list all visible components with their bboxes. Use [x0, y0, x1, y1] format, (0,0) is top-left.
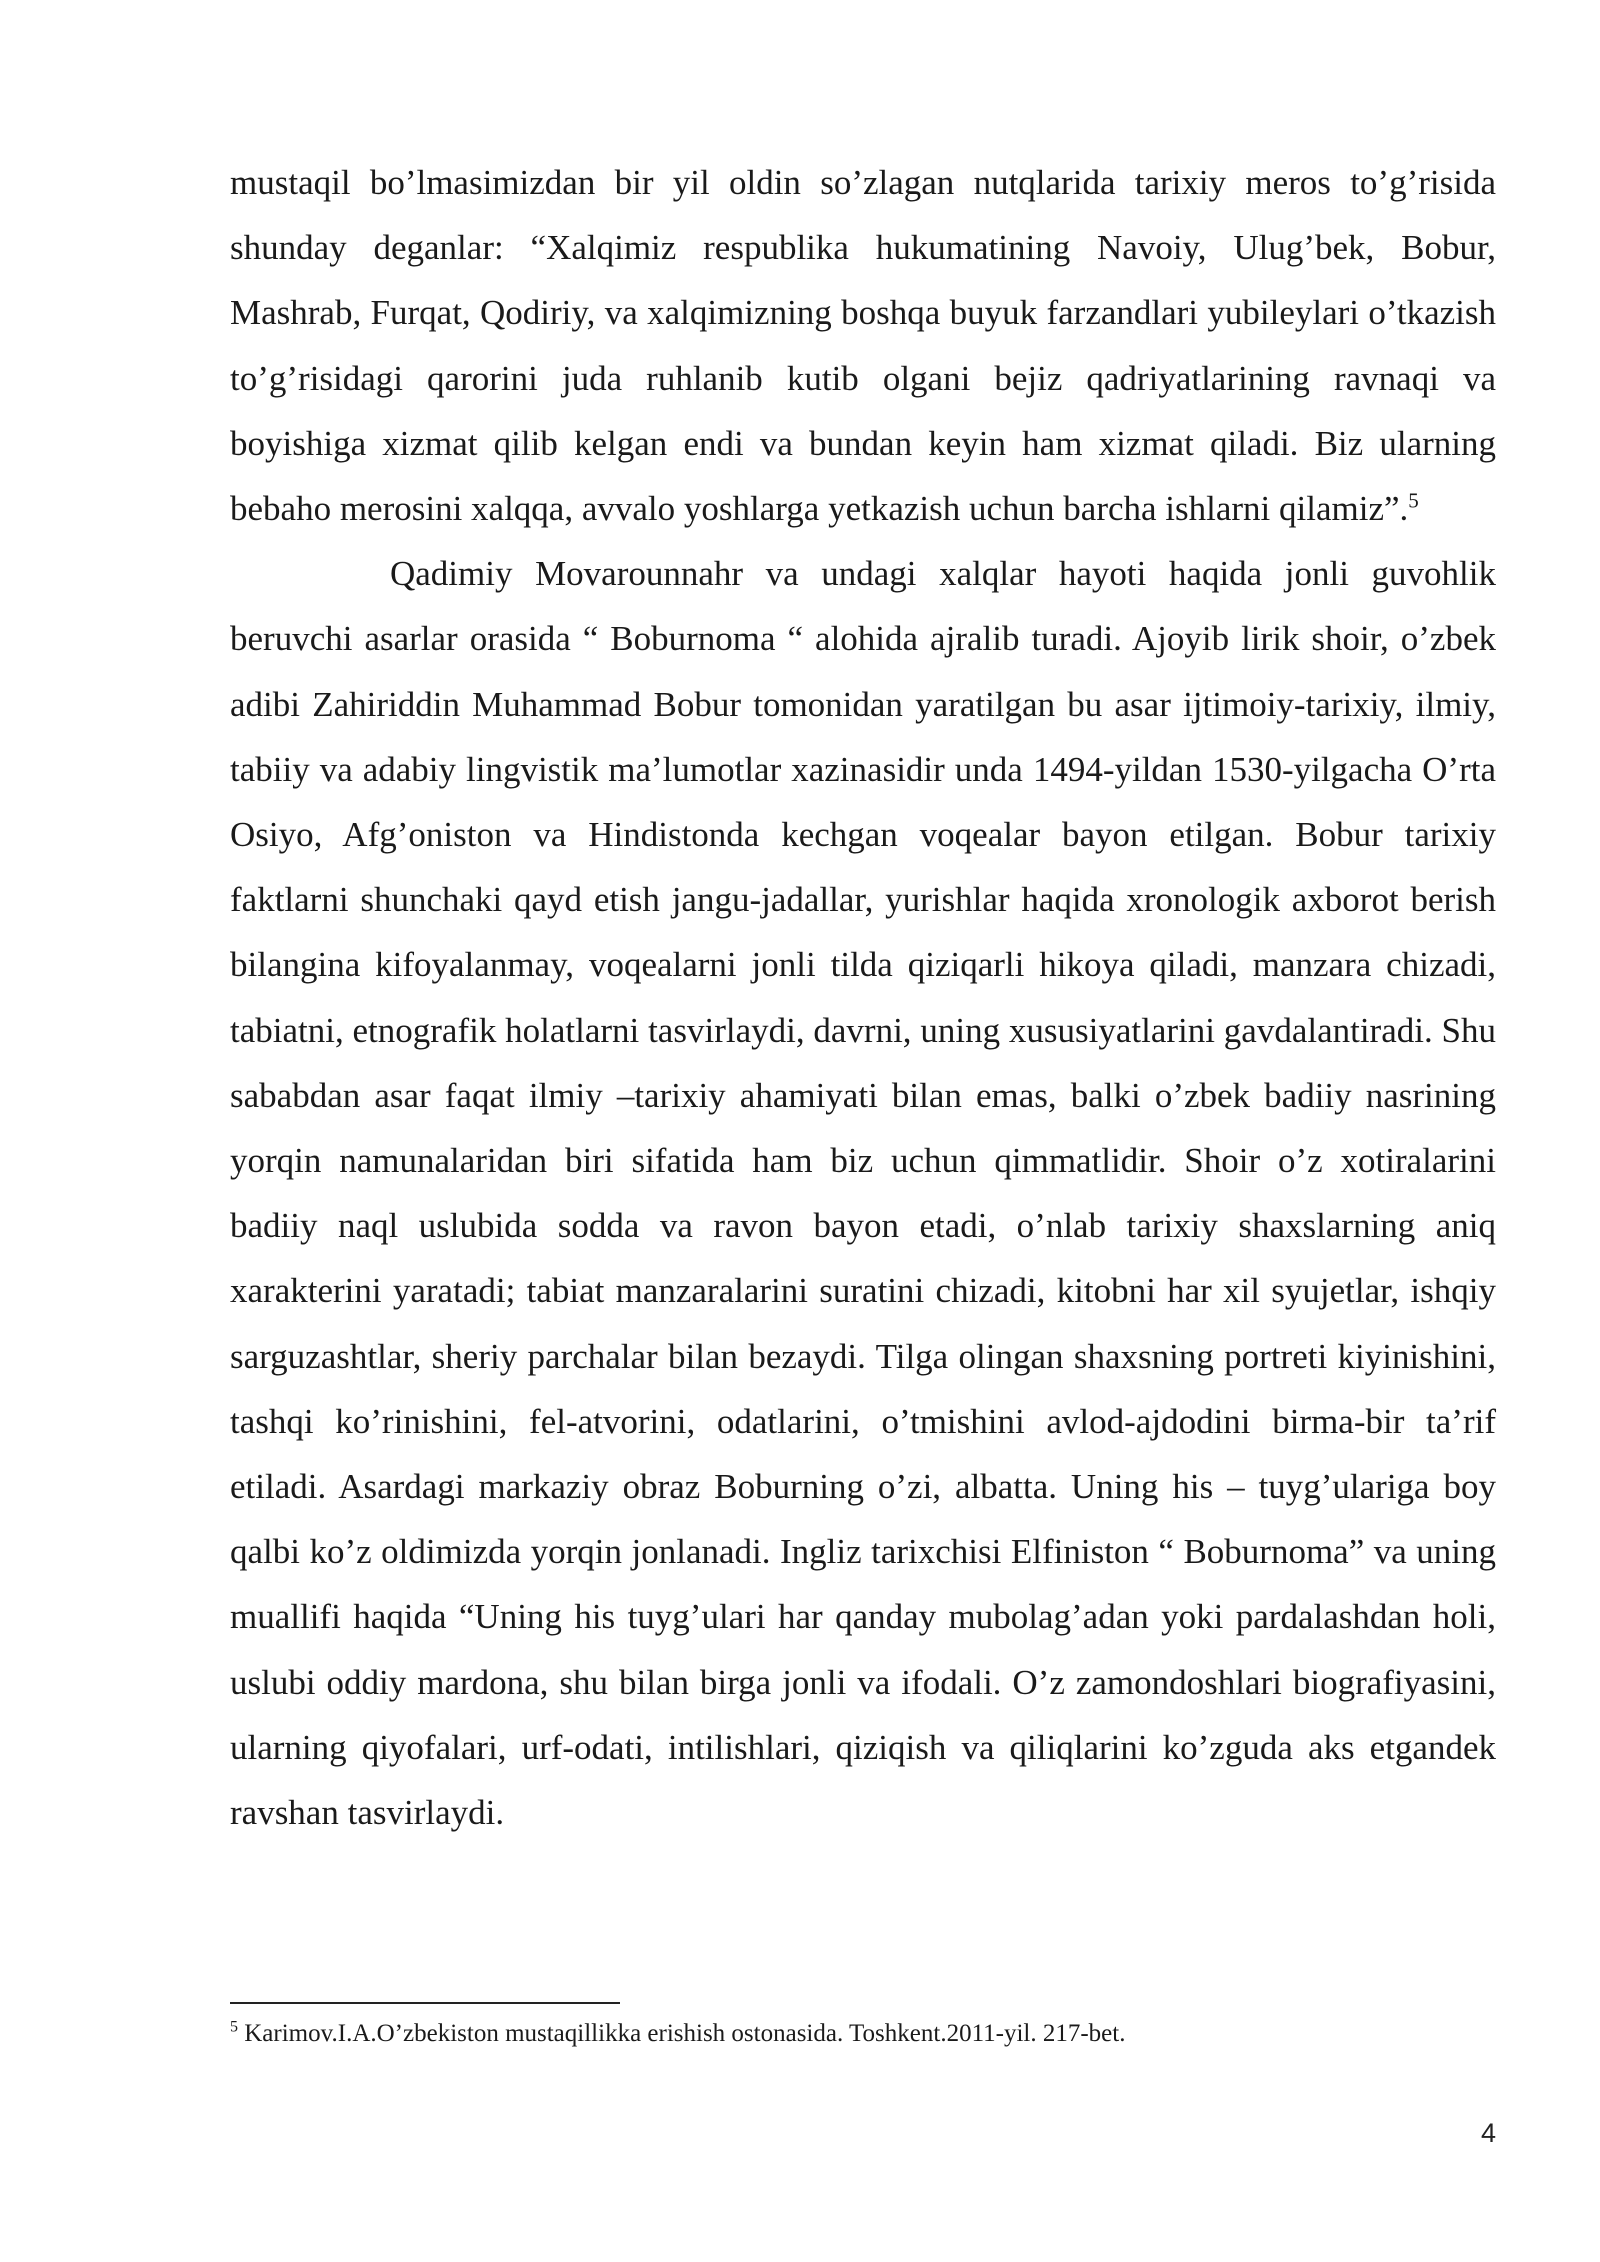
paragraph — [230, 150, 1496, 541]
paragraph — [230, 541, 1496, 1845]
footnote — [230, 2016, 1496, 2052]
footnote-text: Karimov.I.A.O’zbekiston mustaqillikka erishish ostonasida. Toshkent.2011-yil. 217-bet. — [238, 2020, 1126, 2047]
document-body — [230, 150, 1496, 1845]
page-number: 4 — [1480, 2118, 1496, 2148]
paragraph-text: Qadimiy Movarounnahr va undagi xalqlar hayoti haqida jonli guvohlik beruvchi asarlar orasida “ Boburnoma “ alohida ajralib turadi. Ajoyib lirik shoir, o’zbek adibi Zahiriddin Muhammad Bobur tomonidan yaratilgan bu asar ijtimoiy-tarixiy, ilmiy, tabiiy va adabiy lingvistik ma’lumotlar xazinasidir unda 1494-yildan 1530-yilgacha O’rta Osiyo, Afg’oniston va Hindistonda kechgan voqealar bayon etilgan. Bobur tarixiy faktlarni shunchaki qayd etish jangu-jadallar, yurishlar haqida xronologik axborot berish bilangina kifoyalanmay, voqealarni jonli tilda qiziqarli hikoya qiladi, manzara chizadi, tabiatni, etnografik holatlarni tasvirlaydi, davrni, uning xususiyatlarini gavdalantiradi. Shu sababdan asar faqat ilmiy –tarixiy ahamiyati bilan emas, balki o’zbek badiiy nasrining yorqin namunalaridan biri sifatida ham biz uchun qimmatlidir. Shoir o’z xotiralarini badiiy naql uslubida sodda va ravon bayon etadi, o’nlab tarixiy shaxslarning aniq xarakterini yaratadi; tabiat manzaralarini suratini chizadi, kitobni har xil syujetlar, ishqiy sarguzashtlar, sheriy parchalar bilan bezaydi. Tilga olingan shaxsning portreti kiyinishini, tashqi ko’rinishini, fel-atvorini, odatlarini, o’tmishini avlod-ajdodini birma-bir ta’rif etiladi. Asardagi markaziy obraz Boburning o’zi, albatta. Uning his – tuyg’ulariga boy qalbi ko’z oldimizda yorqin jonlanadi. Ingliz tarixchisi Elfiniston “ Boburnoma” va uning muallifi haqida “Uning his tuyg’ulari har qanday mubolag’adan yoki pardalashdan holi, uslubi oddiy mardona, shu bilan birga jonli va ifodali. O’z zamondoshlari biografiyasini, ularning qiyofalari, urf-odati, intilishlari, qiziqish va qiliqlarini ko’zguda aks etgandek ravshan tasvirlaydi. — [230, 554, 1496, 1833]
footnote-number: 5 — [230, 2018, 238, 2036]
footnote-separator — [230, 2002, 620, 2004]
footnote-reference[interactable]: 5 — [1408, 488, 1419, 513]
paragraph-text: mustaqil bo’lmasimizdan bir yil oldin so’zlagan nutqlarida tarixiy meros to’g’risida shunday deganlar: “Xalqimiz respublika hukumatining Navoiy, Ulug’bek, Bobur, Mashrab, Furqat, Qodiriy, va xalqimizning boshqa buyuk farzandlari yubileylari o’tkazish to’g’risidagi qarorini juda ruhlanib kutib olgani bejiz qadriyatlarining ravnaqi va boyishiga xizmat qilib kelgan endi va bundan keyin ham xizmat qiladi. Biz ularning bebaho merosini xalqqa, avvalo yoshlarga yetkazish uchun barcha ishlarni qilamiz”. — [230, 163, 1496, 529]
